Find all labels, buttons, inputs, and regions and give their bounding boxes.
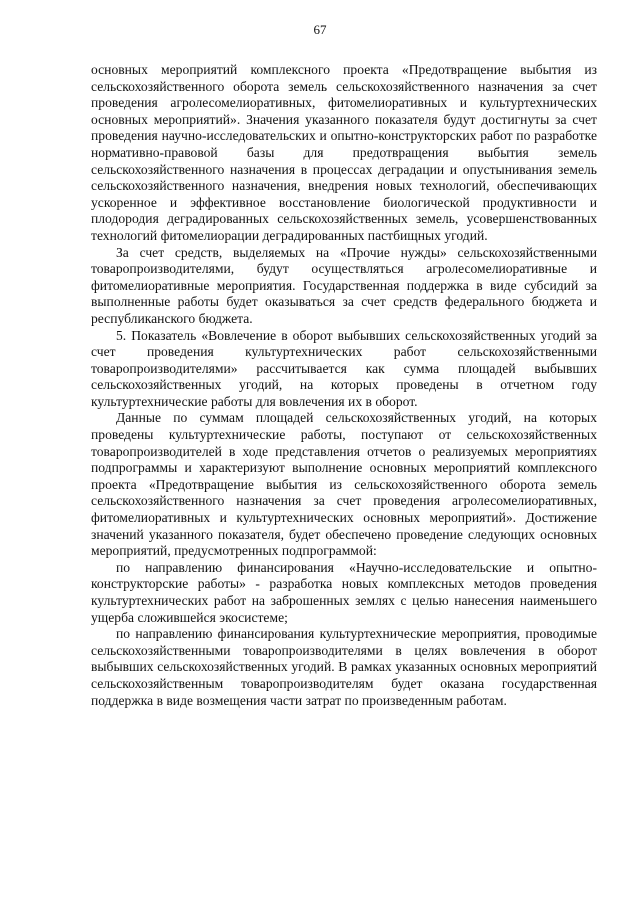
paragraph-area-data: Данные по суммам площадей сельскохозяйственных угодий, на которых проведены культуртехнические работы, поступают от сельскохозяйственных товаропроизводителей в ходе представления отчетов о реализуемых мероприятиях подпрограммы и характеризуют выполнение основных мероприятий комплексного проекта «Предотвращение выбытия из сельскохозяйственного оборота земель сельскохозяйственного назначения за счет проведения агролесомелиоративных, фитомелиоративных и культуртехнических основных мероприятий». Достижение значений указанного показателя, будет обеспечено проведение следующих основных мероприятий, предусмотренных подпрограммой: <box>91 410 597 559</box>
paragraph-other-needs: За счет средств, выделяемых на «Прочие нужды» сельскохозяйственными товаропроизводителями, будут осуществляться агролесомелиоративные и фитомелиоративные мероприятия. Государственная поддержка в виде субсидий за выполненные работы будет оказываться за счет средств федерального бюджета и республиканского бюджета. <box>91 244 597 326</box>
paragraph-indicator-5: 5. Показатель «Вовлечение в оборот выбывших сельскохозяйственных угодий за счет проведения культуртехнических работ сельскохозяйственными товаропроизводителями» рассчитывается как сумма площадей выбывших сельскохозяйственных угодий, на которых проведены в отчетном году культуртехнические работы для вовлечения их в оборот. <box>91 327 597 409</box>
paragraph-continuation: основных мероприятий комплексного проекта «Предотвращение выбытия из сельскохозяйственного оборота земель сельскохозяйственного назначения за счет проведения агролесомелиоративных, фитомелиоративных и культуртехнических основных мероприятий». Значения указанного показателя будут достигнуты за счет проведения научно-исследовательских и опытно-конструкторских работ по разработке нормативно-правовой базы для предотвращения выбытия земель сельскохозяйственного назначения в процессах деградации и опустынивания земель сельскохозяйственного назначения, внедрения новых технологий, обеспечивающих ускоренное и эффективное восстановление биологической продуктивности и плодородия деградированных сельскохозяйственных земель, усовершенствованных технологий фитомелиорации деградированных пастбищных угодий. <box>91 62 597 243</box>
document-body <box>91 62 597 709</box>
paragraph-research-funding: по направлению финансирования «Научно-исследовательские и опытно-конструкторские работы» - разработка новых комплексных методов проведения культуртехнических работ на заброшенных землях с целью нанесения наименьшего ущерба сложившейся экосистеме; <box>91 559 597 625</box>
page-number: 67 <box>313 22 327 37</box>
paragraph-cultivation-funding: по направлению финансирования культуртехнические мероприятия, проводимые сельскохозяйственными товаропроизводителями в целях вовлечения в оборот выбывших сельскохозяйственных угодий. В рамках указанных основных мероприятий сельскохозяйственным товаропроизводителям будет оказана государственная поддержка в виде возмещения части затрат по произведенным работам. <box>91 626 597 708</box>
